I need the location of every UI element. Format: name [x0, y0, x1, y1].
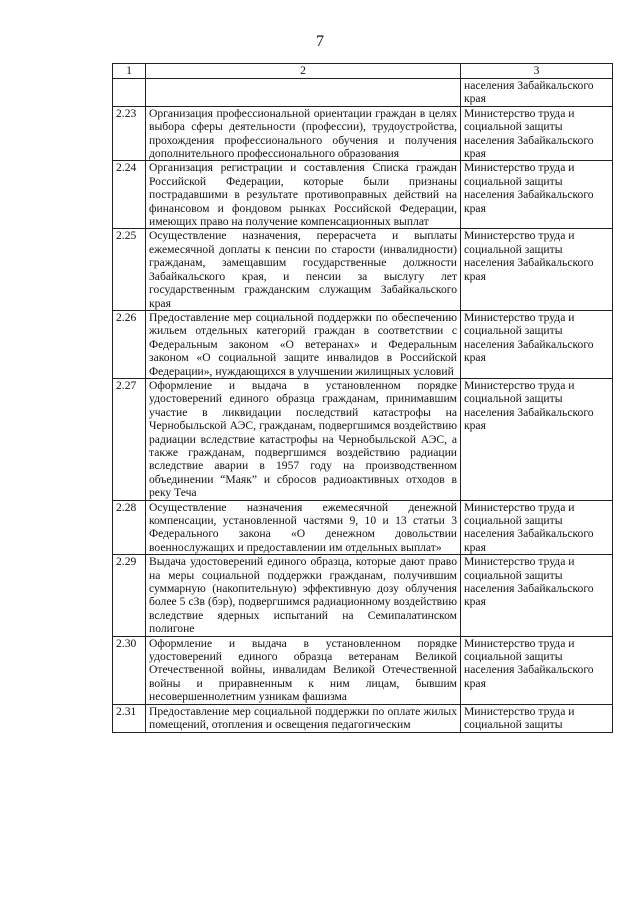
row-description: [146, 79, 461, 107]
row-description: Оформление и выдача в установленном порядке удостоверений единого образца ветеранам Великой Отечественной войны, инвалидам Великой Отечественной войны и приравненным к ним лицам, бывшим несовершеннолетним узникам фашизма: [146, 636, 461, 704]
table-row: [113, 310, 613, 378]
continuation-row: [113, 79, 613, 107]
row-responsible-body: Министерство труда и социальной защиты: [461, 704, 613, 732]
services-table: [112, 63, 613, 733]
row-number: [113, 79, 146, 107]
row-number: 2.28: [113, 500, 146, 555]
table-row: [113, 161, 613, 229]
page-number: 7: [316, 33, 324, 50]
row-responsible-body: Министерство труда и социальной защиты населения Забайкальского края: [461, 555, 613, 636]
row-responsible-body: Министерство труда и социальной защиты населения Забайкальского края: [461, 500, 613, 555]
row-number: 2.26: [113, 310, 146, 378]
table-row: [113, 500, 613, 555]
row-number: 2.31: [113, 704, 146, 732]
row-responsible-body: Министерство труда и социальной защиты населения Забайкальского края: [461, 636, 613, 704]
row-description: Оформление и выдача в установленном порядке удостоверений единого образца гражданам, принимавшим участие в ликвидации последствий катастрофы на Чернобыльской АЭС, гражданам, подвергшимся воздействию радиации вследствие катастрофы на Чернобыльской АЭС, а также гражданам, подвергшимся воздействию радиации вследствие аварии в 1957 году на производственном объединении “Маяк” и сбросов радиоактивных отходов в реку Теча: [146, 378, 461, 500]
table-row: [113, 704, 613, 732]
table-row: [113, 229, 613, 310]
row-number: 2.27: [113, 378, 146, 500]
row-number: 2.25: [113, 229, 146, 310]
row-description: Организация профессиональной ориентации граждан в целях выбора сферы деятельности (профессии), трудоустройства, прохождения профессионального обучения и получения дополнительного профессионального образования: [146, 106, 461, 161]
column-header-2: 2: [146, 64, 461, 79]
row-number: 2.29: [113, 555, 146, 636]
row-responsible-body: Министерство труда и социальной защиты населения Забайкальского края: [461, 310, 613, 378]
row-number: 2.24: [113, 161, 146, 229]
column-header-1: 1: [113, 64, 146, 79]
row-description: Осуществление назначения ежемесячной денежной компенсации, установленной частями 9, 10 и 13 статьи 3 Федерального закона «О денежном довольствии военнослужащих и предоставлении им отдельных выплат»: [146, 500, 461, 555]
table-header-row: [113, 64, 613, 79]
row-responsible-body: Министерство труда и социальной защиты населения Забайкальского края: [461, 161, 613, 229]
table-row: [113, 378, 613, 500]
column-header-3: 3: [461, 64, 613, 79]
row-responsible-body: населения Забайкальского края: [461, 79, 613, 107]
table-row: [113, 636, 613, 704]
row-description: Организация регистрации и составления Списка граждан Российской Федерации, которые были признаны пострадавшими в результате противоправных действий на финансовом и фондовом рынках Российской Федерации, имеющих право на получение компенсационных выплат: [146, 161, 461, 229]
table-row: [113, 106, 613, 161]
row-description: Предоставление мер социальной поддержки по обеспечению жильем отдельных категорий граждан в соответствии с Федеральным законом «О ветеранах» и Федеральным законом «О социальной защите инвалидов в Российской Федерации», нуждающихся в улучшении жилищных условий: [146, 310, 461, 378]
row-description: Предоставление мер социальной поддержки по оплате жилых помещений, отопления и освещения педагогическим: [146, 704, 461, 732]
row-number: 2.23: [113, 106, 146, 161]
row-responsible-body: Министерство труда и социальной защиты населения Забайкальского края: [461, 378, 613, 500]
row-description: Осуществление назначения, перерасчета и выплаты ежемесячной доплаты к пенсии по старости (инвалидности) гражданам, замещавшим государственные должности Забайкальского края, и пенсии за выслугу лет государственным гражданским служащим Забайкальского края: [146, 229, 461, 310]
row-responsible-body: Министерство труда и социальной защиты населения Забайкальского края: [461, 106, 613, 161]
table-row: [113, 555, 613, 636]
row-description: Выдача удостоверений единого образца, которые дают право на меры социальной поддержки гражданам, получившим суммарную (накопительную) эффективную дозу облучения более 5 сЗв (бэр), подвергшимся радиационному воздействию вследствие ядерных испытаний на Семипалатинском полигоне: [146, 555, 461, 636]
row-number: 2.30: [113, 636, 146, 704]
row-responsible-body: Министерство труда и социальной защиты населения Забайкальского края: [461, 229, 613, 310]
